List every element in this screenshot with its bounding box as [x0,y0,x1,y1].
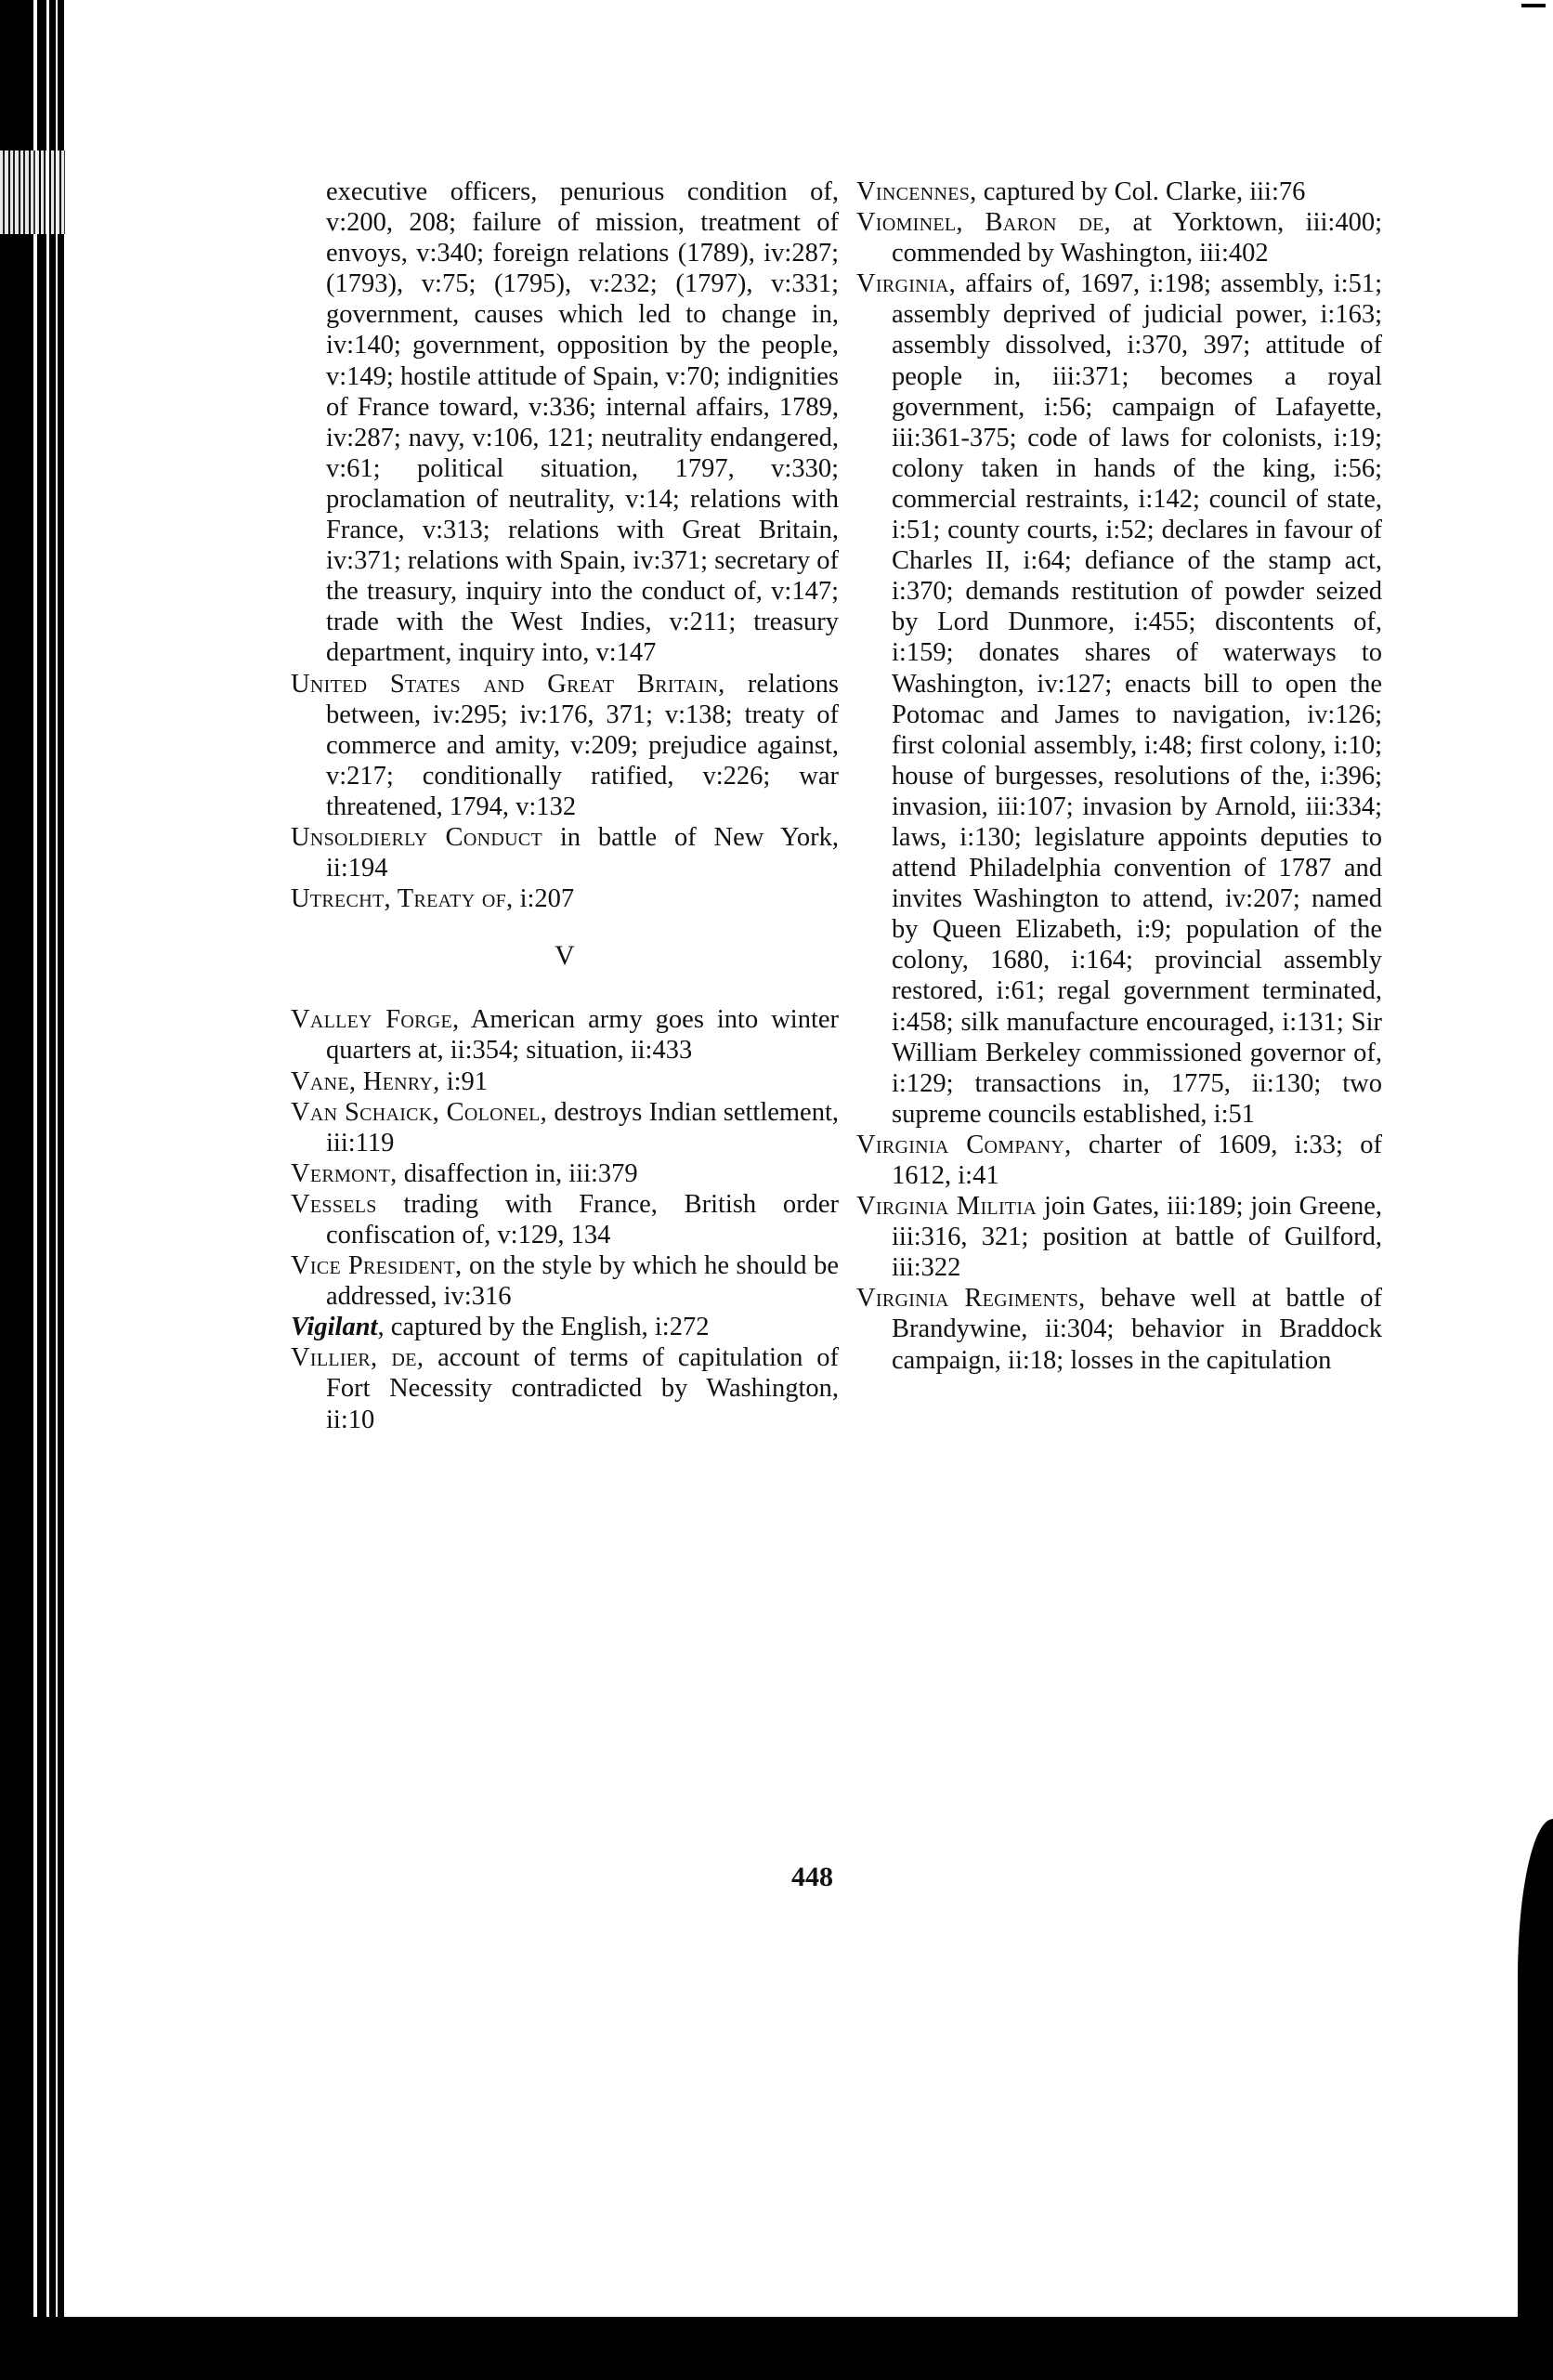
entry-heading: Vessels [291,1189,377,1219]
entry-text: captured by Col. Clarke, iii:76 [976,177,1306,206]
entry-text: on the style by which he should be addressed, iv:316 [326,1251,839,1312]
entry-heading: Unsoldierly Conduct [291,822,542,852]
entry-heading: United States and Great Britain, [291,669,725,699]
entry-heading-italic: Vigilant [291,1313,378,1342]
entry-heading: Viominel, Baron de, [856,208,1112,238]
entry-text: relations between, iv:295; iv:176, 371; v:138; treaty of commerce and amity, v:209; prejudice against, v:217; conditionally ratified, v:226; war threatened, 1794, v:132 [326,669,839,821]
index-entry [291,1158,839,1189]
index-entry [291,822,839,883]
entry-heading: Virginia, [856,269,957,299]
entry-heading: Villier, de, [291,1343,424,1373]
entry-text: join Gates, iii:189; join Greene, iii:316, 321; position at battle of Guilford, iii:322 [892,1192,1382,1283]
entry-heading: Van Schaick, Colonel, [291,1097,548,1127]
index-column-right [856,177,1382,1376]
entry-text: affairs of, 1697, i:198; assembly, i:51; assembly deprived of judicial power, i:163; assembly dissolved, i:370, 397; attitude of people in, iii:371; becomes a royal government, i:56; campaign of Lafayette, iii:361-375; code of laws for colonists, i:19; colony taken in hands of the king, i:56; commercial restraints, i:142; council of state, i:51; county courts, i:52; declares in favour of Charles II, i:64; defiance of the stamp act, i:370; demands restitution of powder seized by Lord Dunmore, i:455; discontents of, i:159; donates shares of waterways to Washington, iv:127; enacts bill to open the Potomac and James to navigation, iv:126; first colonial assembly, i:48; first colony, i:10; house of burgesses, resolutions of the, i:396; invasion, iii:107; invasion by Arnold, iii:334; laws, i:130; legislature appoints deputies to attend Philadelphia convention of 1787 and invites Washington to attend, iv:207; named by Queen Elizabeth, i:9; population of the colony, 1680, i:164; provincial assembly restored, i:61; regal government terminated, i:458; silk manufacture encouraged, i:131; Sir William Berkeley commissioned governor of, i:129; transactions in, 1775, ii:130; two supreme councils established, i:51 [892,269,1382,1129]
entry-text: i:91 [439,1066,489,1096]
entry-heading: Vice President, [291,1251,463,1281]
index-entry [291,1004,839,1066]
entry-text: charter of 1609, i:33; of 1612, i:41 [892,1130,1383,1190]
entry-text: American army goes into winter quarters at, ii:354; situation, ii:433 [326,1005,840,1066]
index-entry [856,207,1382,268]
index-entry [291,883,839,914]
index-entry [856,1130,1382,1191]
index-entry-continuation [291,177,839,669]
section-letter-heading: V [555,940,575,972]
entry-text: at Yorktown, iii:400; commended by Washington, iii:402 [892,208,1383,268]
page-edge-shadow [1518,1819,1553,2321]
spine-highlight-band [0,150,65,234]
index-entry [291,1342,839,1434]
index-entry [291,1097,839,1158]
entry-text: executive officers, penurious condition of, v:200, 208; failure of mission, treatment of envoys, v:340; foreign relations (1789), iv:287; (1793), v:75; (1795), v:232; (1797), v:331; government, causes which led to change in, iv:140; government, opposition by the people, v:149; hostile attitude of Spain, v:70; indignities of France toward, v:336; internal affairs, 1789, iv:287; navy, v:106, 121; neutrality endangered, v:61; political situation, 1797, v:330; proclamation of neutrality, v:14; relations with France, v:313; relations with Great Britain, iv:371; relations with Spain, iv:371; secretary of the treasury, inquiry into the conduct of, v:147; trade with the West Indies, v:211; treasury department, inquiry into, v:147 [326,177,839,668]
entry-heading: Valley Forge, [291,1005,460,1035]
page-number: 448 [791,1862,833,1892]
index-column-left [291,177,839,1435]
entry-text: destroys Indian settlement, iii:119 [326,1097,839,1157]
entry-text: , captured by the English, i:272 [377,1313,710,1342]
entry-text: trading with France, British order confiscation of, v:129, 134 [326,1189,839,1249]
entry-text: account of terms of capitulation of Fort Necessity contradicted by Washington, ii:10 [326,1343,839,1434]
entry-heading: Virginia Regiments, [856,1284,1086,1314]
entry-heading: Virginia Militia [856,1192,1038,1222]
book-spine-shadow [0,0,67,2341]
entry-heading: Virginia Company, [856,1130,1072,1159]
entry-heading: Vincennes, [856,177,977,206]
entry-heading: Vane, Henry, [291,1066,440,1096]
entry-text: in battle of New York, ii:194 [326,822,839,883]
scan-mark [1521,4,1546,7]
entry-heading: Vermont, [291,1158,398,1188]
index-entry [291,1250,839,1312]
entry-text: i:207 [513,884,575,914]
index-entry [291,669,839,822]
entry-heading: Utrecht, Treaty of, [291,884,514,914]
bottom-scan-border [0,2317,1553,2380]
index-entry [856,1191,1382,1283]
index-entry [856,1283,1382,1375]
index-entry [856,268,1382,1130]
entry-text: disaffection in, iii:379 [397,1158,638,1188]
entry-text: behave well at battle of Brandywine, ii:304; behavior in Braddock campaign, ii:18; losses in the capitulation [892,1284,1382,1375]
index-entry [291,1189,839,1250]
index-entry [856,177,1382,207]
index-entry [291,1312,839,1342]
index-entry [291,1066,839,1097]
